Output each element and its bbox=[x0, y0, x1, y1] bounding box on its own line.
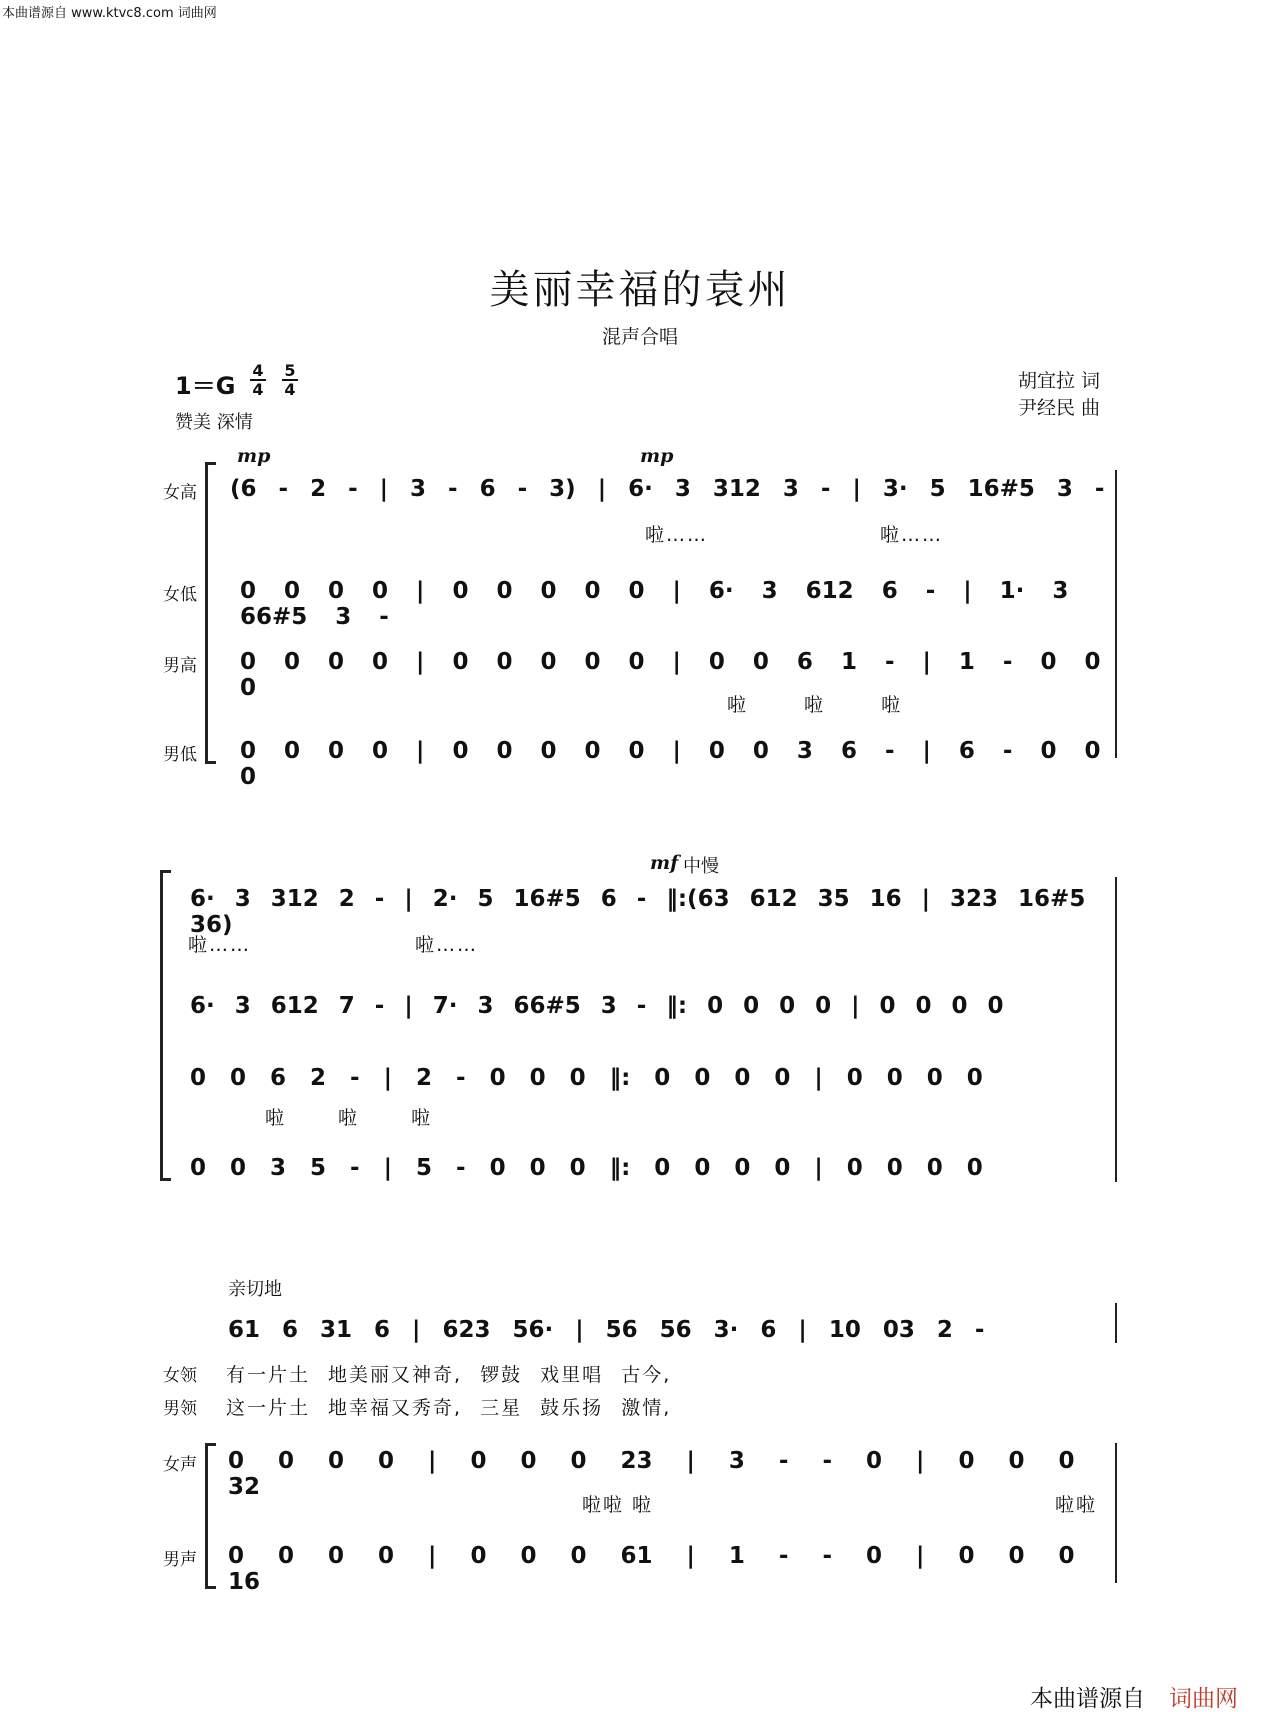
lyricist: 胡宜拉 词 bbox=[1017, 370, 1100, 392]
time-sig-1: $\frac{4}{4}$ bbox=[250, 362, 266, 398]
s3-male-row: 0 0 0 0 | 0 0 0 61 | 1 - - 0 | 0 0 0 16 bbox=[228, 1543, 1075, 1595]
s1-end-bar bbox=[1115, 470, 1117, 758]
s1-lyric-2: 啦…… bbox=[880, 524, 944, 546]
time-sig-2: $\frac{5}{4}$ bbox=[282, 362, 298, 398]
dynamic-mp-1: mp bbox=[237, 445, 271, 467]
expression-marking: 亲切地 bbox=[228, 1279, 282, 1300]
s3-lyric-female: 有一片土 地美丽又神奇, 锣鼓 戏里唱 古今, bbox=[226, 1364, 672, 1386]
watermark-top: 本曲谱源自 www.ktvc8.com 词曲网 bbox=[2, 6, 217, 21]
s3-end-bar bbox=[1115, 1443, 1117, 1583]
s3-female-lyric-2: 啦啦 bbox=[1055, 1494, 1098, 1516]
label-tenor: 男高 bbox=[163, 656, 197, 676]
s3-female-lyric-1: 啦啦 啦 bbox=[582, 1494, 654, 1516]
s3-melody-end-bar bbox=[1115, 1303, 1117, 1343]
s2-bass-row: 0 0 3 5 - | 5 - 0 0 0 ‖: 0 0 0 0 | 0 0 0 0 bbox=[190, 1155, 983, 1181]
label-male: 男声 bbox=[163, 1550, 197, 1570]
mood-marking: 赞美 深情 bbox=[175, 412, 253, 433]
label-male-lead: 男领 bbox=[163, 1399, 197, 1419]
s2-alto-row: 6· 3 612 7 - | 7· 3 66#5 3 - ‖: 0 0 0 0 | 0 0 0 0 bbox=[190, 993, 1004, 1019]
label-female-lead: 女领 bbox=[163, 1366, 197, 1386]
s1-lyric-1: 啦…… bbox=[645, 524, 709, 546]
dynamic-mp-2: mp bbox=[640, 445, 674, 467]
system2-bracket bbox=[160, 870, 171, 1181]
tempo-marking: 中慢 bbox=[683, 856, 719, 877]
dynamic-mf: mf bbox=[650, 852, 679, 874]
footer-link[interactable]: 词曲网 bbox=[1169, 1686, 1238, 1712]
composer: 尹经民 曲 bbox=[1017, 397, 1100, 419]
label-bass: 男低 bbox=[163, 745, 197, 765]
s3-lyric-male: 这一片土 地幸福又秀奇, 三星 鼓乐扬 激情, bbox=[226, 1397, 672, 1419]
s2-tenor-row: 0 0 6 2 - | 2 - 0 0 0 ‖: 0 0 0 0 | 0 0 0 0 bbox=[190, 1065, 983, 1091]
s2-lyric-1: 啦…… bbox=[188, 934, 252, 956]
s2-end-bar bbox=[1115, 877, 1117, 1182]
label-alto: 女低 bbox=[163, 585, 197, 605]
label-soprano: 女高 bbox=[163, 483, 197, 503]
s1-bass-row: 0 0 0 0 | 0 0 0 0 0 | 0 0 3 6 - | 6 - 0 0 0 bbox=[240, 738, 1101, 790]
footer-watermark bbox=[1030, 1680, 1238, 1713]
s2-soprano-row: 6· 3 312 2 - | 2· 5 16#5 6 - ‖:(63 612 35 16 | 323 16#5 36) bbox=[190, 886, 1086, 938]
s1-tenor-lyric: 啦 啦 啦 bbox=[727, 694, 903, 716]
s1-alto-row: 0 0 0 0 | 0 0 0 0 0 | 6· 3 612 6 - | 1· 3 66#5 3 - bbox=[240, 578, 1069, 630]
label-female: 女声 bbox=[163, 1455, 197, 1475]
s2-tenor-lyric: 啦 啦 啦 bbox=[265, 1107, 433, 1129]
s3-female-row: 0 0 0 0 | 0 0 0 23 | 3 - - 0 | 0 0 0 32 bbox=[228, 1448, 1075, 1500]
s1-soprano-row: (6 - 2 - | 3 - 6 - 3) | 6· 3 312 3 - | 3· 5 16#5 3 - bbox=[230, 476, 1105, 502]
s2-lyric-2: 啦…… bbox=[415, 934, 479, 956]
s1-tenor-row: 0 0 0 0 | 0 0 0 0 0 | 0 0 6 1 - | 1 - 0 0 0 bbox=[240, 649, 1101, 701]
s3-melody-row: 61 6 31 6 | 623 56· | 56 56 3· 6 | 10 03 2 - bbox=[228, 1317, 985, 1343]
subtitle: 混声合唱 bbox=[601, 326, 678, 348]
song-title: 美丽幸福的袁州 bbox=[489, 267, 791, 313]
key-signature: 1＝G bbox=[175, 372, 236, 400]
footer-text-a: 本曲谱源自 bbox=[1030, 1686, 1145, 1712]
system1-bracket bbox=[205, 462, 216, 764]
